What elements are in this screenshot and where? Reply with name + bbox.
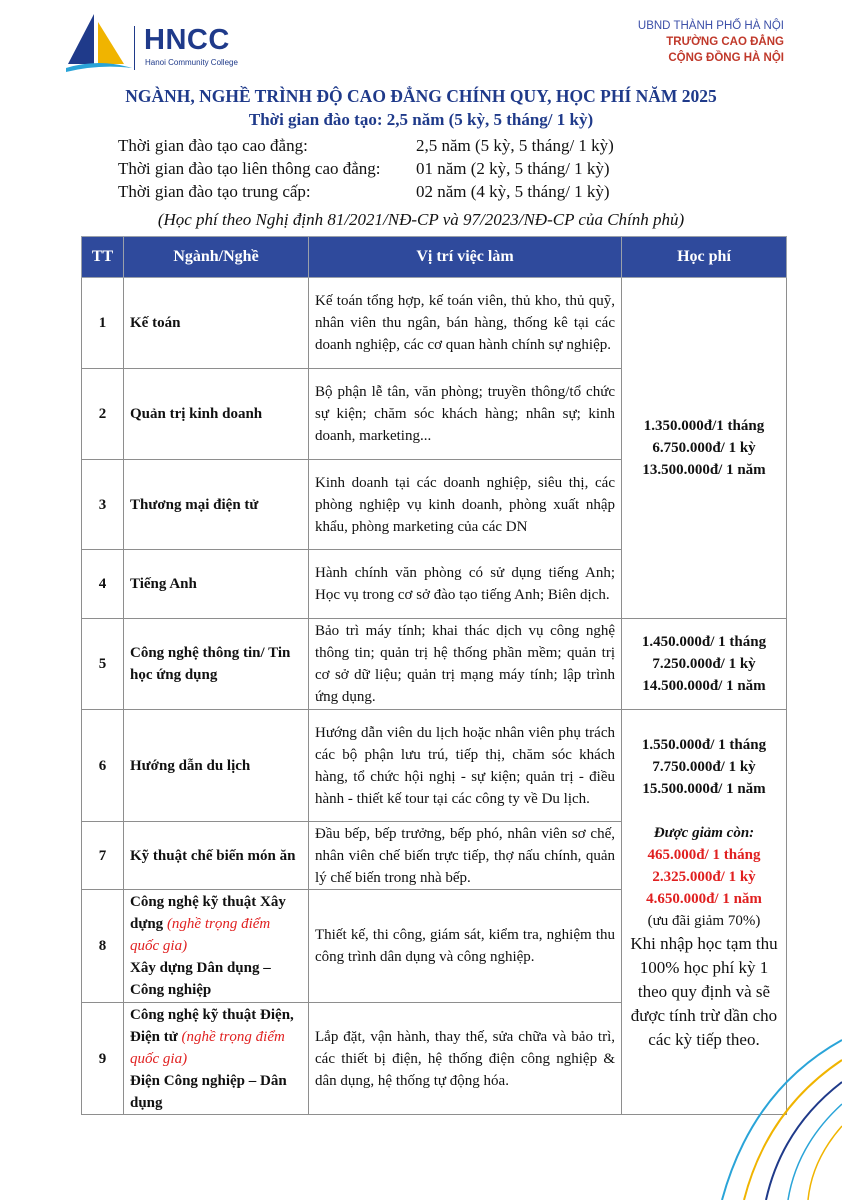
duration-row [118,134,614,157]
fee-year: 14.500.000đ/ 1 năm [642,678,766,694]
decorative-swoosh-icon [662,1030,842,1200]
duration-value: 02 năm (4 kỳ, 5 tháng/ 1 kỳ) [416,182,610,201]
job-positions: Lắp đặt, vận hành, thay thế, sửa chữa và bảo trì, các thiết bị điện, hệ thống điện công nghiệp & dân dụng, hệ thống tự động hóa. [309,1003,622,1115]
row-number: 1 [82,278,124,369]
duration-label: Thời gian đào tạo liên thông cao đẳng: [118,159,381,178]
row-number: 6 [82,710,124,822]
duration-list [118,134,614,203]
discount-month: 465.000đ/ 1 tháng [647,847,761,863]
fee-year: 15.500.000đ/ 1 năm [642,781,766,797]
fee-month: 1.450.000đ/ 1 tháng [641,634,767,650]
duration-label: Thời gian đào tạo cao đẳng: [118,136,308,155]
fee-month: 1.350.000đ/1 tháng [643,418,765,434]
fee-term: 7.250.000đ/ 1 kỳ [652,656,756,672]
header-jobs: Vị trí việc làm [309,237,622,278]
program-name-main: Công nghệ kỹ thuật Điện, Điện tử [130,1006,294,1045]
job-positions: Bộ phận lễ tân, văn phòng; truyền thông/tổ chức sự kiện; chăm sóc khách hàng; nhân sự; kinh doanh, marketing... [309,369,622,460]
duration-row [118,180,614,203]
job-positions: Kế toán tổng hợp, kế toán viên, thủ kho, thủ quỹ, nhân viên thu ngân, bán hàng, thống kê tại các doanh nghiệp, các cơ quan hành chính sự nghiệp. [309,278,622,369]
duration-value: 01 năm (2 kỳ, 5 tháng/ 1 kỳ) [416,159,610,178]
program-name: Hướng dẫn du lịch [124,710,309,822]
table-row [82,278,787,369]
program-name: Tiếng Anh [124,550,309,619]
discount-label: Được giảm còn: [653,825,755,841]
fee-regulation-note: (Học phí theo Nghị định 81/2021/NĐ-CP và 97/2023/NĐ-CP của Chính phủ) [157,210,685,229]
organization-header [638,18,784,66]
job-positions: Thiết kế, thi công, giám sát, kiểm tra, nghiệm thu công trình dân dụng và công nghiệp. [309,890,622,1003]
header-program: Ngành/Nghề [124,237,309,278]
job-positions: Đầu bếp, bếp trưởng, bếp phó, nhân viên sơ chế, nhân viên chế biến trực tiếp, thợ nấu chính, quản lý chế biến trong nhà bếp. [309,822,622,890]
fee-cell [622,278,787,619]
job-positions: Bảo trì máy tính; khai thác dịch vụ công nghệ thông tin; quản trị hệ thống phần mềm; quản trị cơ sở dữ liệu; quản trị mạng máy tính; lập trình ứng dụng. [309,619,622,710]
row-number: 3 [82,460,124,550]
row-number: 2 [82,369,124,460]
program-name: Kế toán [124,278,309,369]
discount-term: 2.325.000đ/ 1 kỳ [652,869,756,885]
org-line-3: CỘNG ĐỒNG HÀ NỘI [668,52,784,64]
fee-cell [622,619,787,710]
program-name [124,1003,309,1115]
org-line-2: TRƯỜNG CAO ĐẲNG [666,36,784,48]
discount-note: (ưu đãi giảm 70%) [647,913,761,929]
key-program-note: (nghề trọng điểm quốc gia) [130,1028,285,1067]
duration-label: Thời gian đào tạo trung cấp: [118,182,311,201]
discount-year: 4.650.000đ/ 1 năm [646,891,762,907]
program-name-main: Công nghệ kỹ thuật Xây dựng [130,894,286,932]
program-name: Quản trị kinh doanh [124,369,309,460]
header-fee: Học phí [622,237,787,278]
org-line-1: UBND THÀNH PHỐ HÀ NỘI [637,20,784,32]
document-title: NGÀNH, NGHỀ TRÌNH ĐỘ CAO ĐẲNG CHÍNH QUY, HỌC PHÍ NĂM 2025 [125,86,717,106]
table-row [82,710,787,822]
row-number: 8 [82,890,124,1003]
program-name [124,890,309,1003]
row-number: 4 [82,550,124,619]
logo-subtitle: Hanoi Community College [145,58,238,67]
sailboat-logo-icon [64,12,134,74]
row-number: 9 [82,1003,124,1115]
college-logo [64,12,264,74]
job-positions: Kinh doanh tại các doanh nghiệp, siêu thị, các phòng nghiệp vụ kinh doanh, phòng xuất nhập khẩu, phòng marketing của các DN [309,460,622,550]
table-row [82,619,787,710]
document-subtitle: Thời gian đào tạo: 2,5 năm (5 kỳ, 5 tháng/ 1 kỳ) [248,110,594,129]
program-name-sub: Điện Công nghiệp – Dân dụng [130,1072,287,1111]
logo-text: HNCC [144,24,230,56]
header-tt: TT [82,237,124,278]
table-header-row [82,237,787,278]
job-positions: Hướng dẫn viên du lịch hoặc nhân viên phụ trách các bộ phận lưu trú, tiếp thị, chăm sóc khách hàng, tổ chức hội nghị - sự kiện; quản trị - điều hành - thiết kế tour tại các công ty về Du lịch. [309,710,622,822]
duration-value: 2,5 năm (5 kỳ, 5 tháng/ 1 kỳ) [416,136,614,155]
program-name: Công nghệ thông tin/ Tin học ứng dụng [124,619,309,710]
fee-term: 6.750.000đ/ 1 kỳ [652,440,756,456]
fee-year: 13.500.000đ/ 1 năm [642,462,766,478]
logo-divider [134,26,135,70]
row-number: 5 [82,619,124,710]
program-name: Thương mại điện tử [124,460,309,550]
key-program-note: (nghề trọng điểm quốc gia) [130,916,271,954]
row-number: 7 [82,822,124,890]
duration-row [118,157,614,180]
program-name: Kỹ thuật chế biến món ăn [124,822,309,890]
discount-text: Khi nhập học tạm thu 100% học phí kỳ 1 theo quy định và sẽ được tính trừ dần cho các kỳ tiếp theo. [630,934,778,1049]
job-positions: Hành chính văn phòng có sử dụng tiếng Anh; Học vụ trong cơ sở đào tạo tiếng Anh; Biên dịch. [309,550,622,619]
programs-table [81,236,787,1115]
program-name-sub: Xây dựng Dân dụng – Công nghiệp [130,960,271,998]
fee-month: 1.550.000đ/ 1 tháng [641,737,767,753]
fee-term: 7.750.000đ/ 1 kỳ [652,759,756,775]
